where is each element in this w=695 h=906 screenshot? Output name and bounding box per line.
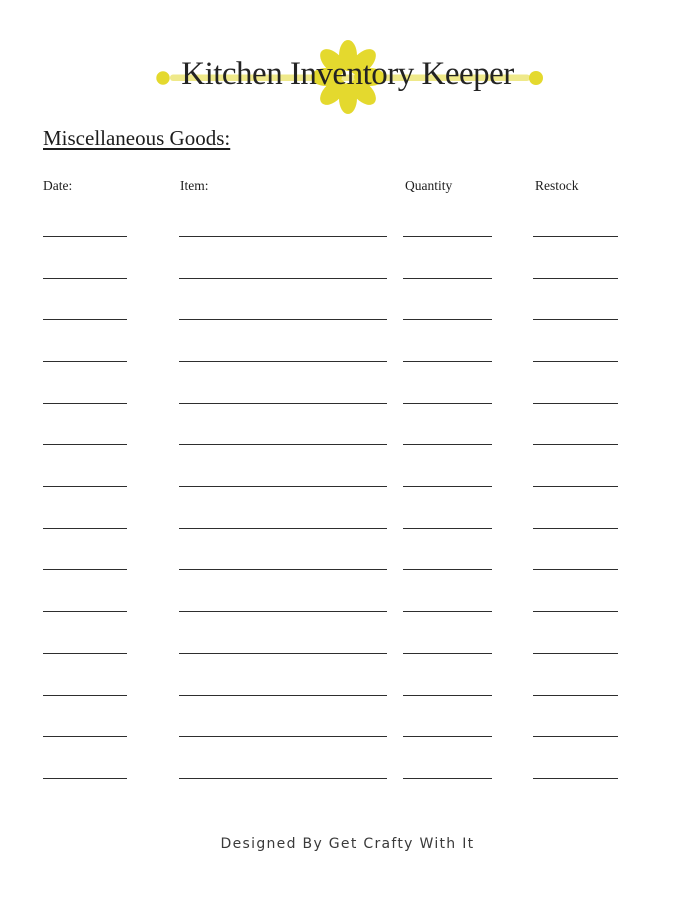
entry-row [0, 237, 695, 279]
date-entry-line [43, 778, 127, 779]
entry-row [0, 654, 695, 696]
item-entry-line [179, 778, 387, 779]
entry-row [0, 737, 695, 779]
entry-row [0, 696, 695, 738]
section-heading: Miscellaneous Goods: [43, 126, 231, 150]
column-header-item: Item: [180, 178, 209, 193]
entry-row [0, 612, 695, 654]
restock-entry-line [533, 778, 618, 779]
entry-row [0, 362, 695, 404]
column-header-date: Date: [43, 178, 73, 193]
page-title: Kitchen Inventory Keeper [181, 56, 514, 92]
credit-text: Designed By Get Crafty With It [220, 836, 475, 852]
entry-row [0, 320, 695, 362]
entry-row [0, 404, 695, 446]
entry-row [0, 445, 695, 487]
column-header-quantity: Quantity [405, 178, 453, 193]
entry-row [0, 487, 695, 529]
title-banner [0, 0, 695, 130]
entry-row [0, 529, 695, 571]
credit-footer [0, 836, 695, 852]
entry-row [0, 570, 695, 612]
entry-row [0, 195, 695, 237]
column-header-restock: Restock [535, 178, 579, 193]
quantity-entry-line [403, 778, 492, 779]
entry-rows [0, 195, 695, 779]
column-headers [0, 178, 695, 196]
entry-row [0, 279, 695, 321]
